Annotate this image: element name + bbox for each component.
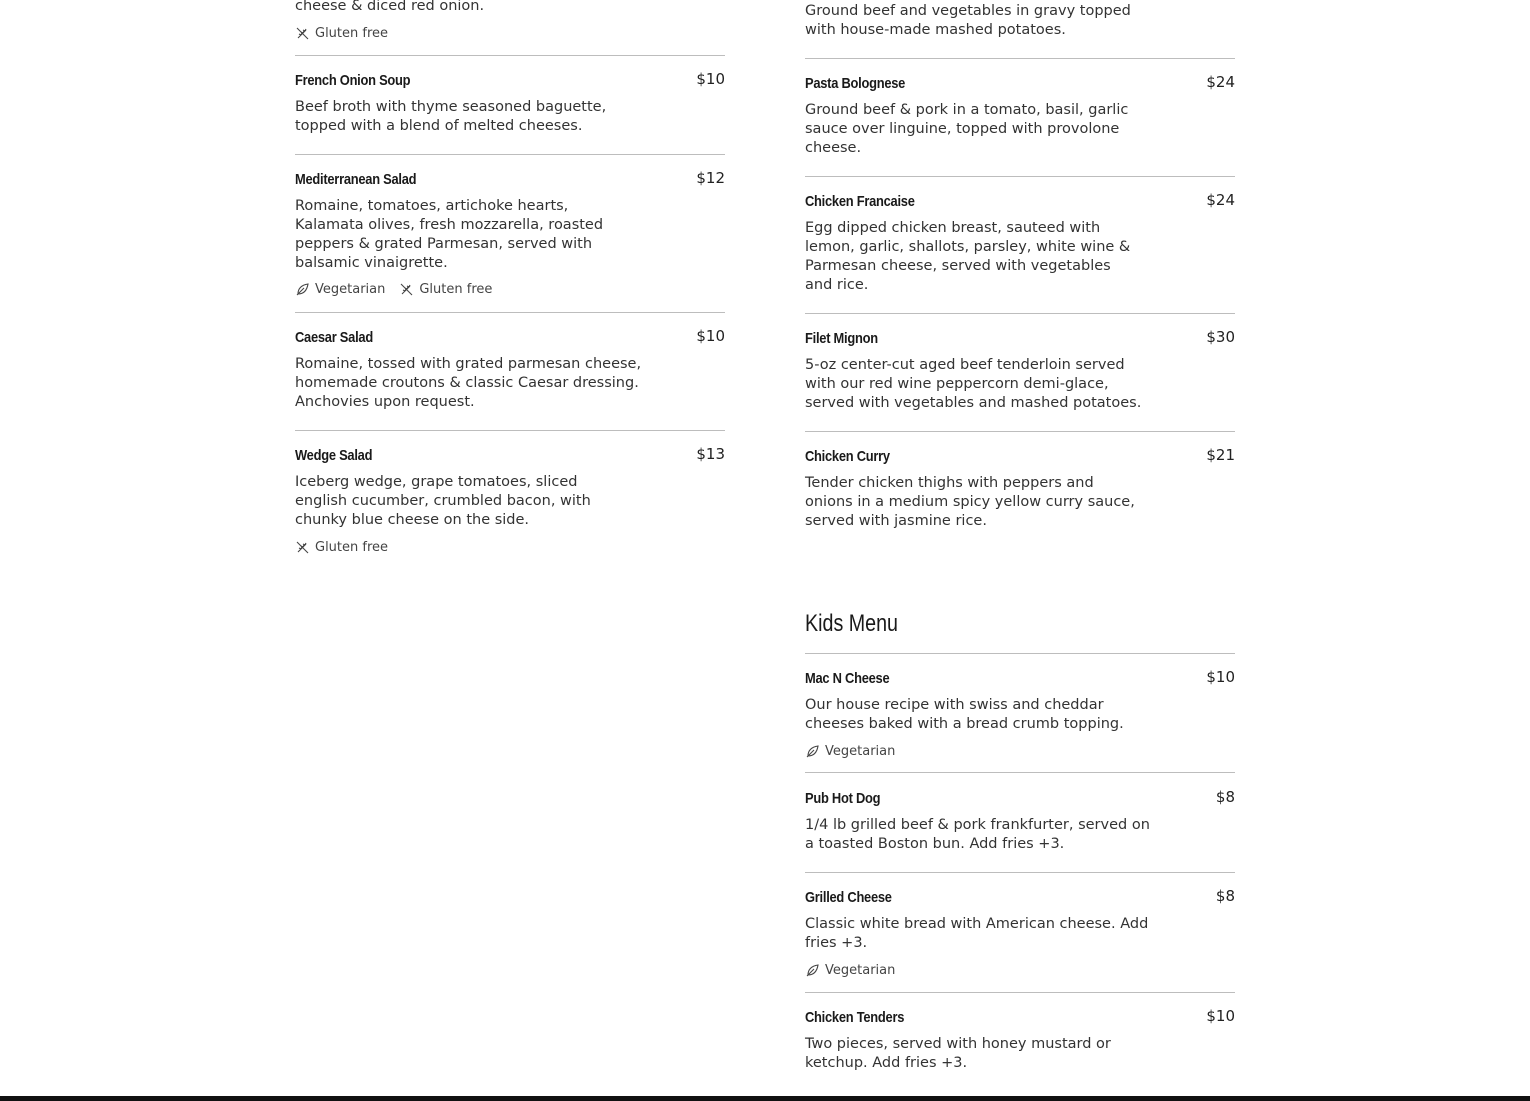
- leaf-icon: [295, 282, 310, 297]
- divider: [805, 58, 1235, 59]
- tag-label: Vegetarian: [825, 744, 896, 759]
- item-price: $10: [1206, 1007, 1235, 1025]
- divider: [295, 55, 725, 56]
- item-description: Beef broth with thyme seasoned baguette, topped with a blend of melted cheeses.: [295, 99, 607, 134]
- item-description: Two pieces, served with honey mustard or ketchup. Add fries +3.: [805, 1036, 1111, 1071]
- item-description: cheese & diced red onion.: [295, 0, 485, 14]
- tag-label: Vegetarian: [825, 963, 896, 978]
- tag-label: Vegetarian: [315, 282, 386, 297]
- item-name: Mac N Cheese: [805, 670, 890, 687]
- item-price: $30: [1206, 328, 1235, 346]
- divider: [295, 154, 725, 155]
- item-tags: [295, 26, 388, 41]
- item-name: Caesar Salad: [295, 329, 373, 346]
- item-price: $24: [1206, 73, 1235, 91]
- item-description: Our house recipe with swiss and cheddar cheeses baked with a bread crumb topping.: [805, 697, 1124, 732]
- item-name: Mediterranean Salad: [295, 171, 417, 188]
- tag-gluten-free: [295, 540, 388, 555]
- leaf-icon: [805, 744, 820, 759]
- item-name: Chicken Francaise: [805, 193, 915, 210]
- gluten-free-icon: [399, 282, 414, 297]
- item-description: Ground beef & pork in a tomato, basil, garlic sauce over linguine, topped with provolone cheese.: [805, 102, 1129, 156]
- item-description: Iceberg wedge, grape tomatoes, sliced english cucumber, crumbled bacon, with chunky blue cheese on the side.: [295, 474, 591, 528]
- item-name: Chicken Curry: [805, 448, 890, 465]
- item-name: French Onion Soup: [295, 72, 411, 89]
- item-price: $24: [1206, 191, 1235, 209]
- tag-vegetarian: [295, 282, 385, 297]
- divider: [295, 430, 725, 431]
- item-description: Egg dipped chicken breast, sauteed with lemon, garlic, shallots, parsley, white wine & Parmesan cheese, served with vegetables and rice.: [805, 220, 1131, 293]
- item-description: Ground beef and vegetables in gravy topped with house-made mashed potatoes.: [805, 3, 1131, 38]
- item-price: $13: [696, 445, 725, 463]
- item-tags: [805, 963, 895, 978]
- item-description: Romaine, tossed with grated parmesan cheese, homemade croutons & classic Caesar dressing. Anchovies upon request.: [295, 356, 642, 410]
- item-tags: [295, 282, 492, 297]
- item-price: $12: [696, 169, 725, 187]
- item-price: $10: [1206, 668, 1235, 686]
- tag-gluten-free: [399, 282, 492, 297]
- item-name: Wedge Salad: [295, 447, 373, 464]
- footer-bar: [0, 1096, 1530, 1101]
- item-name: Filet Mignon: [805, 330, 878, 347]
- tag-label: Gluten free: [315, 26, 389, 41]
- gluten-free-icon: [295, 26, 310, 41]
- divider: [805, 653, 1235, 654]
- item-price: $10: [696, 70, 725, 88]
- item-description: Classic white bread with American cheese. Add fries +3.: [805, 916, 1149, 951]
- item-name: Chicken Tenders: [805, 1009, 905, 1026]
- section-title-kids-menu: Kids Menu: [805, 610, 898, 637]
- divider: [805, 872, 1235, 873]
- leaf-icon: [805, 963, 820, 978]
- divider: [805, 992, 1235, 993]
- tag-vegetarian: [805, 963, 895, 978]
- item-description: 1/4 lb grilled beef & pork frankfurter, served on a toasted Boston bun. Add fries +3.: [805, 817, 1150, 852]
- item-price: $8: [1215, 887, 1235, 905]
- divider: [295, 312, 725, 313]
- gluten-free-icon: [295, 540, 310, 555]
- item-tags: [295, 540, 388, 555]
- divider: [805, 313, 1235, 314]
- item-description: Tender chicken thighs with peppers and onions in a medium spicy yellow curry sauce, served with jasmine rice.: [805, 475, 1135, 529]
- item-price: $10: [696, 327, 725, 345]
- tag-label: Gluten free: [419, 282, 493, 297]
- divider: [805, 176, 1235, 177]
- item-tags: [805, 744, 895, 759]
- divider: [805, 431, 1235, 432]
- item-price: $8: [1215, 788, 1235, 806]
- item-price: $21: [1206, 446, 1235, 464]
- tag-label: Gluten free: [315, 540, 389, 555]
- item-description: Romaine, tomatoes, artichoke hearts, Kalamata olives, fresh mozzarella, roasted peppers & grated Parmesan, served with balsamic vinaigrette.: [295, 198, 604, 271]
- item-name: Grilled Cheese: [805, 889, 892, 906]
- item-description: 5-oz center-cut aged beef tenderloin served with our red wine peppercorn demi-glace, served with vegetables and mashed potatoes.: [805, 357, 1142, 411]
- item-name: Pub Hot Dog: [805, 790, 881, 807]
- tag-vegetarian: [805, 744, 895, 759]
- tag-gluten-free: [295, 26, 388, 41]
- item-name: Pasta Bolognese: [805, 75, 906, 92]
- divider: [805, 772, 1235, 773]
